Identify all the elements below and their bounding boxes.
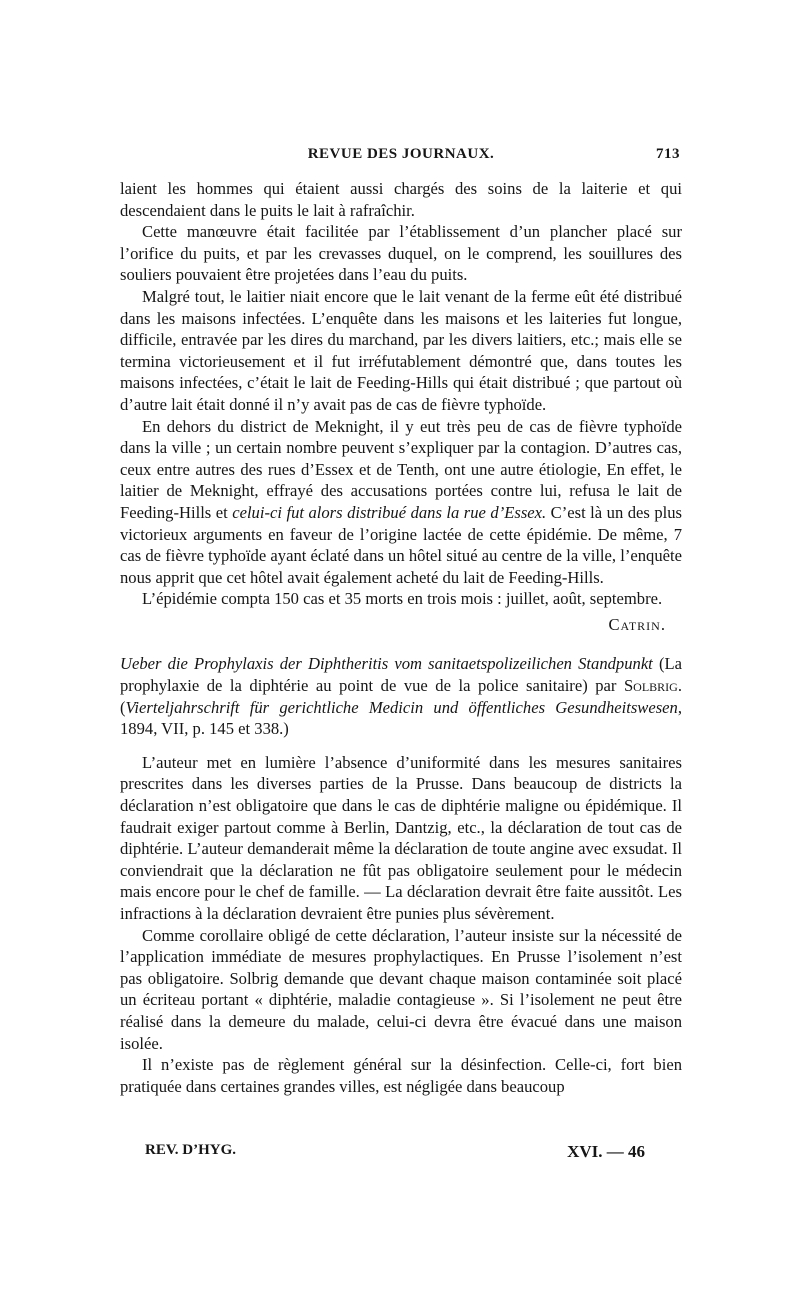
reference-mid: . (	[120, 676, 682, 717]
reference-title: Ueber die Prophylaxis der Diphtheritis vom sanitaetspolizeilichen Standpunkt	[120, 654, 653, 674]
running-header	[122, 146, 680, 170]
paragraph-4-italic: celui-ci fut alors distribué dans la rue d’Essex.	[232, 502, 547, 522]
paragraph-5: L’épidémie compta 150 cas et 35 morts en trois mois : juillet, août, septembre.	[142, 589, 663, 609]
page-body	[120, 178, 682, 1097]
reference-desc: (La prophylaxie de la diphtérie au point de vue de la police sanitaire) par	[120, 654, 682, 696]
paragraph-1: laient les hommes qui étaient aussi chargés des soins de la laiterie et qui descendaient dans le puits le lait à rafraîchir.	[120, 179, 682, 220]
author-signature: Catrin.	[608, 614, 666, 634]
paragraph-4-text-c: C’est là un des plus victorieux arguments en faveur de l’origine lactée de cette épidémie. De même, 7 cas de fièvre typhoïde ayant éclaté dans un hôtel situé au centre de la ville, l’enquête nous apprit que cet hôtel avait également acheté du lait de Feeding-Hills.	[120, 502, 682, 587]
paragraph-3: Malgré tout, le laitier niait encore que le lait venant de la ferme eût été distribué dans les maisons infectées. L’enquête dans les maisons et les laiteries fut longue, difficile, entravée par les dires du marchand, par les divers laitiers, etc.; mais elle se termina victorieusement et il fut irréfutablement démontré que, dans toutes les maisons infectées, c’était le lait de Feeding-Hills qui était distribué ; que partout où d’autre lait était donné il n’y avait pas de cas de fièvre typhoïde.	[120, 286, 682, 414]
paragraph-6: L’auteur met en lumière l’absence d’uniformité dans les mesures sanitaires prescrites dans les diverses parties de la Prusse. Dans beaucoup de districts la déclaration n’est obligatoire que dans le cas de diphtérie maligne ou épidémique. Il faudrait exiger partout comme à Berlin, Dantzig, etc., la déclaration de tout cas de diphtérie. L’auteur demanderait même la déclaration de toute angine avec exsudat. Il conviendrait que la déclaration ne fût pas obligatoire seulement pour le médecin mais encore pour le chef de famille. — La déclaration devrait être faite aussitôt. Les infractions à la déclaration devraient être punies plus sévèrement.	[120, 752, 682, 923]
paragraph-2: Cette manœuvre était facilitée par l’établissement d’un plancher placé sur l’orifice du puits, et par les crevasses duquel, on le comprend, les souillures des souliers pouvaient être projetées dans l’eau du puits.	[120, 222, 682, 285]
footer-volume-sheet: XVI. — 46	[567, 1142, 645, 1161]
reference-tail: , 1894, VII, p. 145 et 338.)	[120, 697, 682, 739]
paragraph-4-text-a: En dehors du district de Meknight, il y eut très peu de cas de fièvre typhoïde dans la ville ; un certain nombre peuvent s’expliquer par la contagion. D’autres cas, ceux entre autres des rues d’Essex et de Tenth, ont une autre étiologie, En effet, le laitier de Meknight, effrayé des accusations portées contre lui, refusa le lait de Feeding-Hills et	[120, 416, 682, 522]
paragraph-8: Il n’existe pas de règlement général sur la désinfection. Celle-ci, fort bien pratiquée dans certaines grandes villes, est négligée dans beaucoup	[120, 1055, 682, 1096]
footer-journal-abbrev: REV. D’HYG.	[145, 1142, 236, 1158]
journal-section-title: REVUE DES JOURNAUX.	[307, 146, 495, 162]
reference-author: Solbrig	[623, 676, 678, 696]
page-footer	[145, 1142, 645, 1166]
paragraph-4	[120, 416, 682, 589]
paragraph-7: Comme corollaire obligé de cette déclaration, l’auteur insiste sur la nécessité de l’application immédiate de mesures prophylactiques. En Prusse l’isolement n’est pas obligatoire. Solbrig demande que devant chaque maison contaminée soit placé un écriteau portant « diphtérie, maladie contagieuse ». Si l’isolement ne peut être réalisé dans la demeure du malade, celui-ci devra être évacué dans une maison isolée.	[120, 925, 682, 1053]
page-number: 713	[656, 146, 680, 162]
reference-journal: Vierteljahrschrift für gerichtliche Medicin und öffentliches Gesundheitswesen	[125, 697, 678, 717]
article-reference	[120, 653, 682, 739]
